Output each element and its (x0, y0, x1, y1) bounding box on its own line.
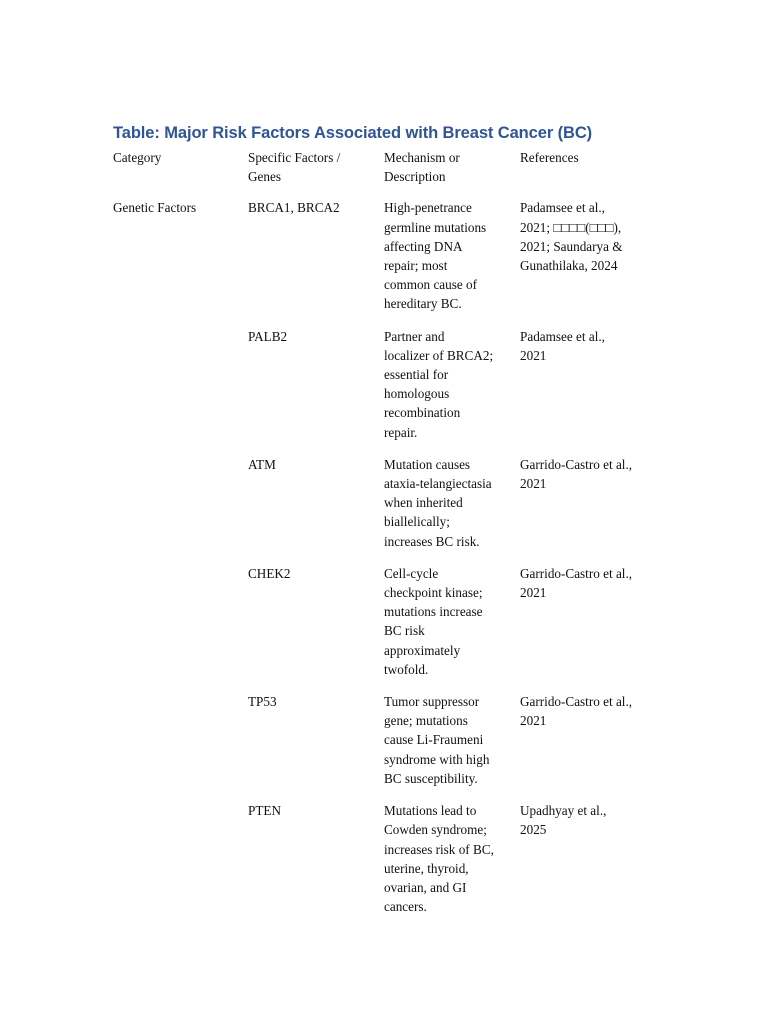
cell-references: Garrido-Castro et al., 2021 (520, 456, 633, 492)
cell-factor: CHEK2 (248, 565, 291, 581)
cell-factor: PTEN (248, 803, 281, 819)
table-row (113, 801, 658, 916)
cell-factor: TP53 (248, 694, 277, 710)
cell-mechanism: Cell-cycle checkpoint kinase; mutations increase BC risk approximately twofold. (384, 565, 483, 677)
risk-factor-table (113, 148, 658, 929)
cell-mechanism: Tumor suppressor gene; mutations cause Li-Fraumeni syndrome with high BC susceptibility. (384, 694, 490, 786)
cell-factor: BRCA1, BRCA2 (248, 200, 340, 216)
cell-references: Upadhyay et al., 2025 (520, 803, 607, 838)
table-row (113, 564, 658, 679)
table-row (113, 692, 658, 788)
table-title: Table: Major Risk Factors Associated with Breast Cancer (BC) (113, 124, 593, 142)
cell-mechanism: Partner and localizer of BRCA2; essential for homologous recombination repair. (384, 328, 494, 440)
header-category: Category (113, 150, 162, 165)
cell-references: Padamsee et al., 2021; □□□□(□□□), 2021; Saundarya & Gunathilaka, 2024 (520, 200, 623, 274)
cell-mechanism: High-penetrance germline mutations affecting DNA repair; most common cause of hereditary BC. (384, 200, 487, 312)
cell-factor: PALB2 (248, 328, 288, 344)
header-specific-factors: Specific Factors / Genes (248, 150, 341, 185)
cell-mechanism: Mutations lead to Cowden syndrome; increases risk of BC, uterine, thyroid, ovarian, and GI cancers. (384, 803, 494, 915)
cell-category: Genetic Factors (113, 200, 197, 216)
table-row (113, 327, 658, 442)
cell-references: Garrido-Castro et al., 2021 (520, 694, 633, 729)
header-mechanism: Mechanism or Description (384, 150, 460, 185)
table-row (113, 198, 658, 313)
table-header-row (113, 148, 658, 186)
table-row (113, 455, 658, 551)
cell-references: Garrido-Castro et al., 2021 (520, 565, 633, 601)
header-references: References (520, 150, 579, 165)
cell-mechanism: Mutation causes ataxia-telangiectasia when inherited biallelically; increases BC risk. (384, 456, 492, 549)
cell-references: Padamsee et al., 2021 (520, 328, 605, 363)
cell-factor: ATM (248, 456, 276, 472)
